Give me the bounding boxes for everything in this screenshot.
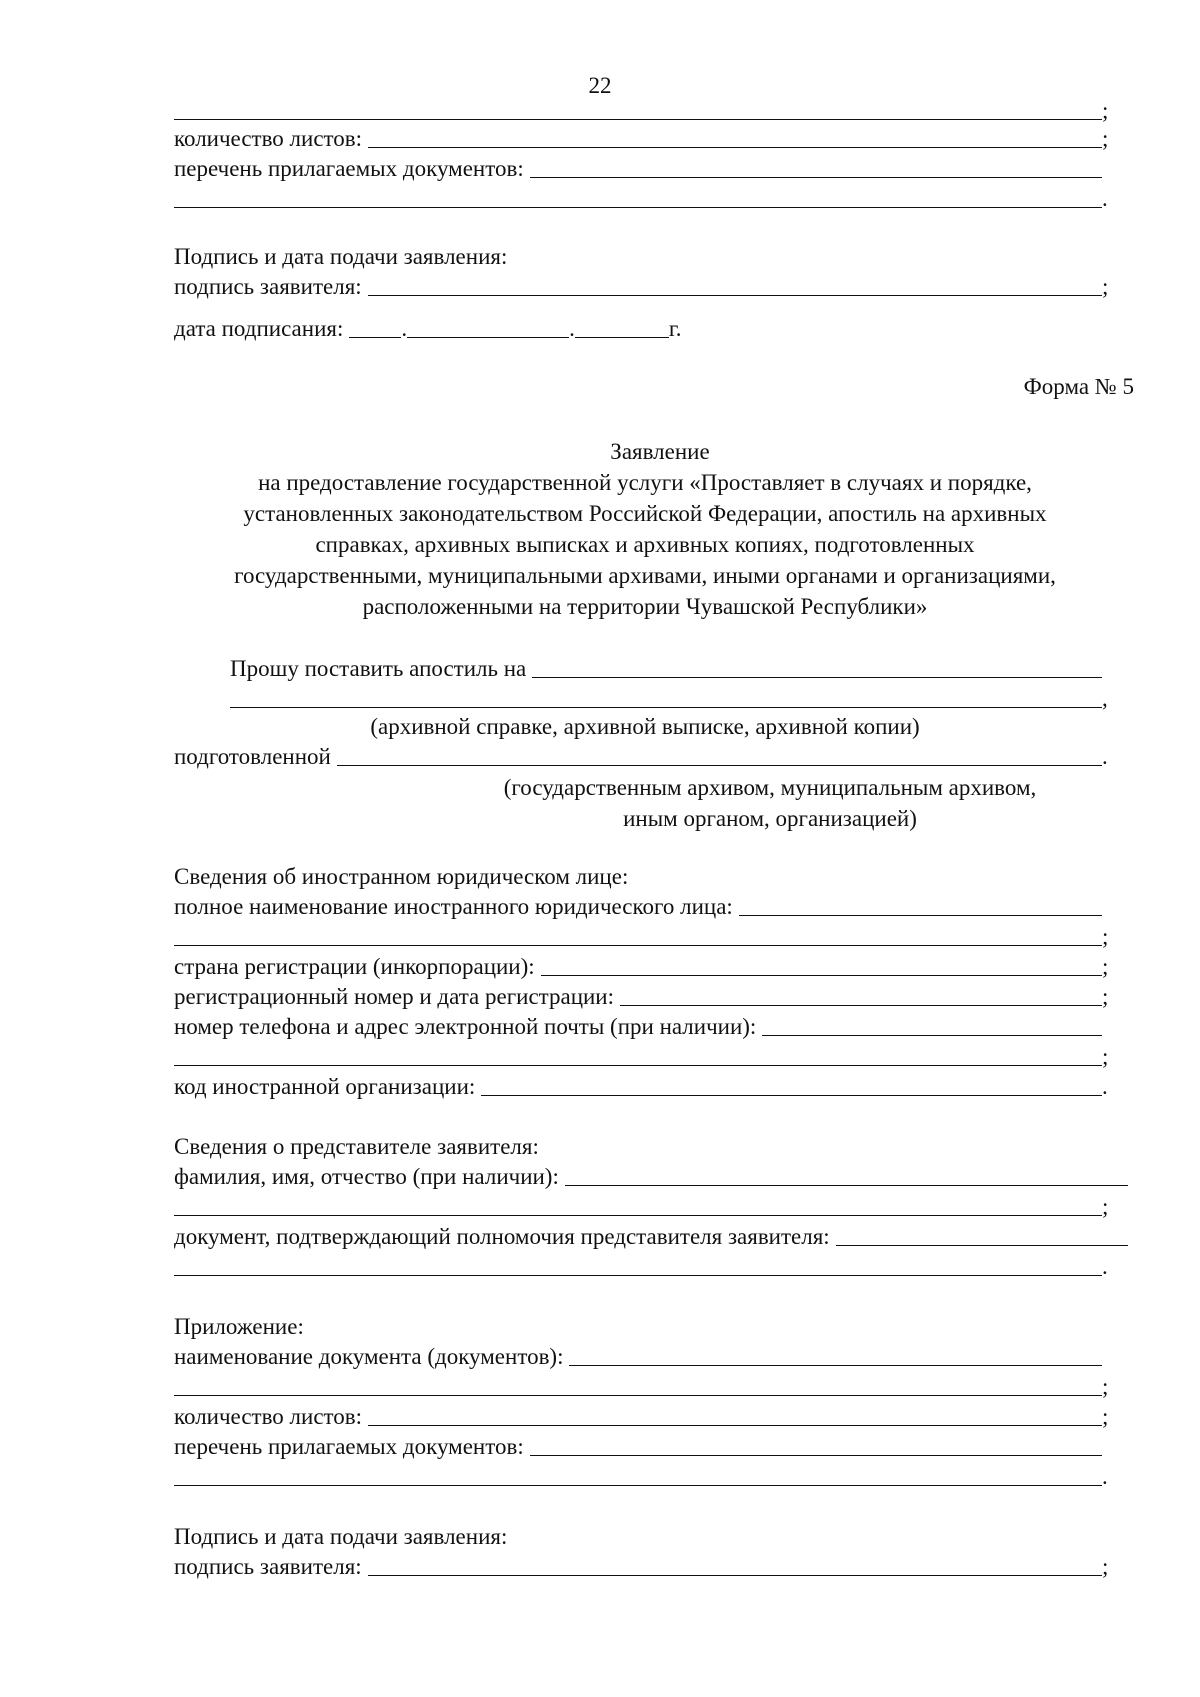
page-number: 22 (588, 73, 612, 98)
blank-line[interactable] (174, 922, 1114, 952)
line-end-punct: ; (1102, 1194, 1109, 1219)
registration-country-line[interactable] (174, 952, 1114, 982)
form-title-line: расположенными на территории Чувашской Республики» (362, 594, 928, 619)
contacts-label: номер телефона и адрес электронной почты (при наличии): (174, 1014, 757, 1039)
bottom-applicant-signature-label: подпись заявителя: (174, 1554, 362, 1579)
prepared-by-hint: (государственным архивом, муниципальным архивом, (503, 775, 1037, 800)
line-end-punct: ; (1102, 1374, 1109, 1399)
line-end-punct: ; (1102, 1044, 1109, 1069)
signature-heading: Подпись и дата подачи заявления: (174, 244, 508, 269)
foreign-entity-name-line[interactable] (174, 892, 1114, 922)
attachment-list-field[interactable] (530, 1455, 1102, 1456)
prepared-by-field[interactable] (337, 765, 1102, 766)
form-title-line: на предоставление государственной услуги «Проставляет в случаях и порядке, (258, 470, 1032, 495)
applicant-signature-line[interactable] (174, 272, 1114, 302)
prepared-by-hint: иным органом, организацией) (623, 806, 917, 831)
contacts-line[interactable] (174, 1012, 1114, 1042)
underline-field[interactable] (174, 945, 1102, 946)
representative-name-line[interactable] (174, 1162, 1128, 1192)
foreign-entity-name-field[interactable] (739, 915, 1102, 916)
underline-field[interactable] (174, 1395, 1102, 1396)
attached-list-line[interactable] (174, 154, 1114, 184)
underline-field[interactable] (174, 1485, 1102, 1486)
form-title-line: установленных законодательством Российской Федерации, апостиль на архивных (243, 501, 1047, 526)
line-end-punct: , (1102, 686, 1108, 711)
line-end-punct: ; (1102, 274, 1109, 299)
registration-number-field[interactable] (620, 1005, 1102, 1006)
prepared-by-label: подготовленной (174, 744, 331, 769)
bottom-applicant-signature-line[interactable] (174, 1552, 1114, 1582)
bottom-signature-heading: Подпись и дата подачи заявления: (174, 1524, 508, 1549)
attachment-sheets-field[interactable] (368, 1425, 1102, 1426)
sheets-count-label: количество листов: (174, 126, 363, 151)
blank-line[interactable] (174, 96, 1114, 126)
apostille-request-field[interactable] (532, 677, 1102, 678)
registration-number-line[interactable] (174, 982, 1114, 1012)
attached-list-field[interactable] (530, 177, 1102, 178)
registration-number-label: регистрационный номер и дата регистрации: (174, 984, 615, 1009)
attachment-doc-name-label: наименование документа (документов): (174, 1344, 564, 1369)
form-title-line: справках, архивных выписках и архивных копиях, подготовленных (315, 532, 975, 557)
underline-field[interactable] (174, 1275, 1102, 1276)
attachment-doc-name-line[interactable] (174, 1342, 1114, 1372)
date-year-field[interactable] (575, 337, 669, 338)
authority-document-line[interactable] (174, 1222, 1128, 1252)
line-end-punct: ; (1102, 1404, 1109, 1429)
line-end-punct: . (1102, 744, 1108, 769)
org-code-line[interactable] (174, 1072, 1114, 1102)
apostille-request-line[interactable] (230, 654, 1114, 684)
underline-field[interactable] (230, 707, 1102, 708)
registration-country-field[interactable] (541, 975, 1102, 976)
org-code-label: код иностранной организации: (174, 1074, 476, 1099)
attachment-list-line[interactable] (174, 1432, 1114, 1462)
foreign-entity-name-label: полное наименование иностранного юридического лица: (174, 894, 733, 919)
line-end-punct: . (1102, 1464, 1108, 1489)
signing-date-line[interactable] (174, 314, 681, 344)
bottom-applicant-signature-field[interactable] (368, 1575, 1102, 1576)
representative-heading: Сведения о представителе заявителя: (174, 1134, 539, 1159)
attached-list-label: перечень прилагаемых документов: (174, 156, 524, 181)
line-end-punct: ; (1102, 984, 1109, 1009)
blank-line[interactable] (174, 1372, 1114, 1402)
date-day-field[interactable] (349, 337, 401, 338)
line-end-punct: ; (1102, 1554, 1109, 1579)
representative-name-field[interactable] (565, 1185, 1128, 1186)
apostille-request-label: Прошу поставить апостиль на (230, 656, 527, 681)
attachment-sheets-label: количество листов: (174, 1404, 363, 1429)
org-code-field[interactable] (481, 1095, 1102, 1096)
date-separator: . (569, 316, 575, 341)
line-end-punct: . (1102, 1254, 1108, 1279)
line-end-punct: . (1102, 1074, 1108, 1099)
blank-line[interactable] (174, 1042, 1114, 1072)
authority-document-field[interactable] (836, 1245, 1128, 1246)
line-end-punct: ; (1102, 954, 1109, 979)
attachment-heading: Приложение: (174, 1314, 304, 1339)
authority-document-label: документ, подтверждающий полномочия представителя заявителя: (174, 1224, 830, 1249)
blank-line[interactable] (230, 684, 1114, 714)
underline-field[interactable] (174, 207, 1102, 208)
form-title (150, 436, 1140, 622)
prepared-by-line[interactable] (174, 742, 1114, 772)
attachment-list-label: перечень прилагаемых документов: (174, 1434, 524, 1459)
form-number: Форма № 5 (1023, 374, 1134, 399)
blank-line[interactable] (174, 1462, 1114, 1492)
underline-field[interactable] (174, 119, 1102, 120)
date-month-field[interactable] (407, 337, 569, 338)
form-title-line: государственными, муниципальными архивами, иными органами и организациями, (234, 563, 1056, 588)
blank-line[interactable] (174, 1192, 1114, 1222)
date-year-suffix: г. (668, 316, 682, 341)
representative-name-label: фамилия, имя, отчество (при наличии): (174, 1164, 559, 1189)
underline-field[interactable] (174, 1215, 1102, 1216)
applicant-signature-field[interactable] (368, 295, 1102, 296)
attachment-doc-name-field[interactable] (569, 1365, 1102, 1366)
sheets-count-field[interactable] (368, 147, 1102, 148)
registration-country-label: страна регистрации (инкорпорации): (174, 954, 535, 979)
blank-line[interactable] (174, 1252, 1114, 1282)
line-end-punct: ; (1102, 924, 1109, 949)
foreign-entity-heading: Сведения об иностранном юридическом лице: (174, 864, 629, 889)
form-title-heading: Заявление (610, 439, 710, 464)
line-end-punct: ; (1102, 98, 1109, 123)
attachment-sheets-line[interactable] (174, 1402, 1114, 1432)
document-type-hint: (архивной справке, архивной выписке, архивной копии) (370, 714, 920, 739)
date-separator: . (401, 316, 408, 341)
contacts-field[interactable] (762, 1035, 1102, 1036)
sheets-count-line[interactable] (174, 124, 1114, 154)
line-end-punct: ; (1102, 126, 1109, 151)
signing-date-label: дата подписания: (174, 316, 344, 341)
line-end-punct: . (1102, 186, 1108, 211)
applicant-signature-label: подпись заявителя: (174, 274, 362, 299)
underline-field[interactable] (174, 1065, 1102, 1066)
blank-line[interactable] (174, 184, 1114, 214)
